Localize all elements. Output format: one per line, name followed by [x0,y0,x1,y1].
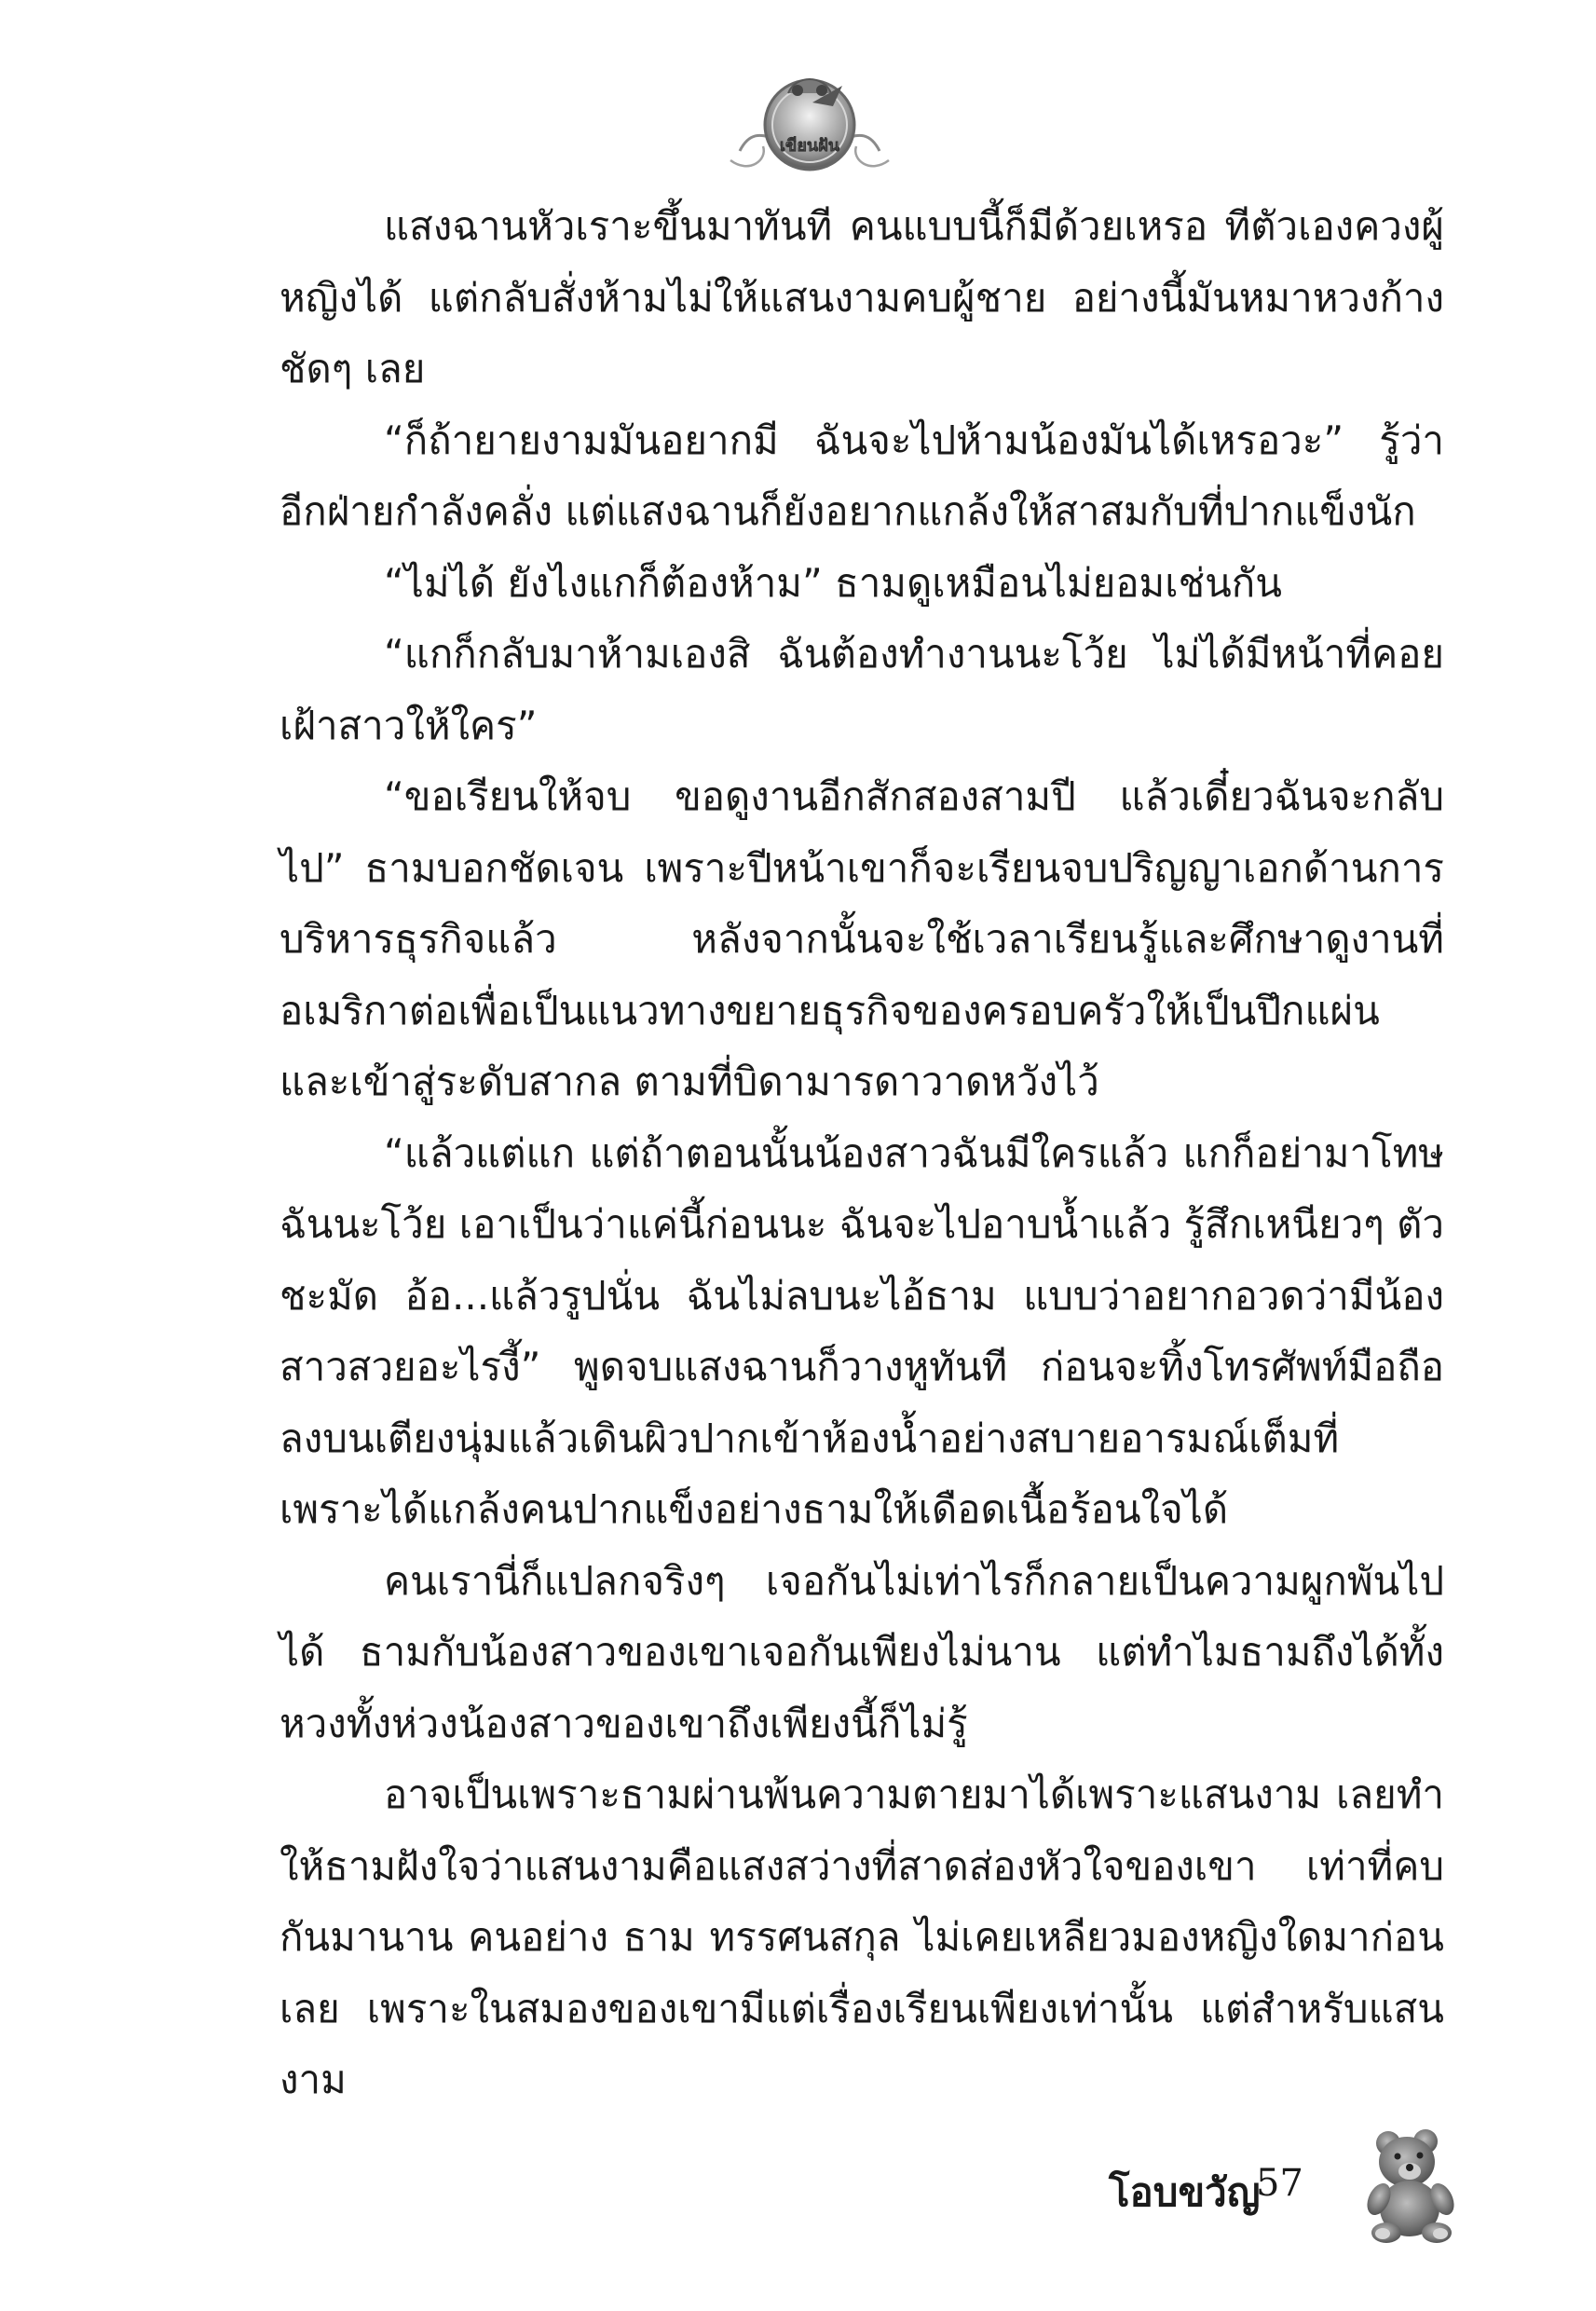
paragraph: “ไม่ได้ ยังไงแกก็ต้องห้าม” ธามดูเหมือนไม่ยอมเช่นกัน [384,559,1282,606]
publisher-emblem-icon [721,48,898,198]
paragraph: อาจเป็นเพราะธามผ่านพ้นความตายมาได้เพราะแสนงาม เลยทำให้ธามฝังใจว่าแสนงามคือแสงสว่างที่สาดส่องหัวใจของเขา เท่าที่คบกันมานาน คนอย่าง ธาม ทรรศนสกุล ไม่เคยเหลียวมองหญิงใดมาก่อนเลย เพราะในสมองของเขามีแต่เรื่องเรียนเพียงเท่านั้น แต่สำหรับแสนงาม [280,1771,1444,2102]
teddy-bear-icon [1358,2123,1463,2244]
body-text [280,191,1444,2116]
page-footer [1109,2104,1463,2263]
paragraph: “แกก็กลับมาห้ามเองสิ ฉันต้องทำงานนะโว้ย ไม่ได้มีหน้าที่คอยเฝ้าสาวให้ใคร” [280,631,1444,748]
paragraph: “แล้วแต่แก แต่ถ้าตอนนั้นน้องสาวฉันมีใครแล้ว แกก็อย่ามาโทษฉันนะโว้ย เอาเป็นว่าแค่นี้ก่อนนะ ฉันจะไปอาบน้ำแล้ว รู้สึกเหนียวๆ ตัวชะมัด อ้อ...แล้วรูปนั่น ฉันไม่ลบนะไอ้ธาม แบบว่าอยากอวดว่ามีน้องสาวสวยอะไรงี้” พูดจบแสงฉานก็วางหูทันที ก่อนจะทิ้งโทรศัพท์มือถือลงบนเตียงนุ่มแล้วเดินผิวปากเข้าห้องน้ำอย่างสบายอารมณ์เต็มที่ เพราะได้แกล้งคนปากแข็งอย่างธามให้เดือดเนื้อร้อนใจได้ [280,1129,1444,1532]
paragraph: แสงฉานหัวเราะขึ้นมาทันที คนแบบนี้ก็มีด้วยเหรอ ทีตัวเองควงผู้หญิงได้ แต่กลับสั่งห้ามไม่ให้แสนงามคบผู้ชาย อย่างนี้มันหมาหวงก้างชัดๆ เลย [280,203,1444,391]
paragraph: “ก็ถ้ายายงามมันอยากมี ฉันจะไปห้ามน้องมันได้เหรอวะ” รู้ว่าอีกฝ่ายกำลังคลั่ง แต่แสงฉานก็ยังอยากแกล้งให้สาสมกับที่ปากแข็งนัก [280,417,1444,534]
book-title: โอบขวัญ [1109,2169,1261,2215]
svg-text:เขียนฝัน: เขียนฝัน [779,136,840,156]
paragraph: “ขอเรียนให้จบ ขอดูงานอีกสักสองสามปี แล้วเดี๋ยวฉันจะกลับไป” ธามบอกชัดเจน เพราะปีหน้าเขาก็จะเรียนจบปริญญาเอกด้านการบริหารธุรกิจแล้ว หลังจากนั้นจะใช้เวลาเรียนรู้และศึกษาดูงานที่อเมริกาต่อเพื่อเป็นแนวทางขยายธุรกิจของครอบครัวให้เป็นปึกแผ่นและเข้าสู่ระดับสากล ตามที่บิดามารดาวาดหวังไว้ [280,773,1444,1104]
paragraph: คนเรานี่ก็แปลกจริงๆ เจอกันไม่เท่าไรก็กลายเป็นความผูกพันไปได้ ธามกับน้องสาวของเขาเจอกันเพียงไม่นาน แต่ทำไมธามถึงได้ทั้งหวงทั้งห่วงน้องสาวของเขาถึงเพียงนี้ก็ไม่รู้ [280,1557,1444,1746]
page-number: 57 [1256,2162,1303,2205]
